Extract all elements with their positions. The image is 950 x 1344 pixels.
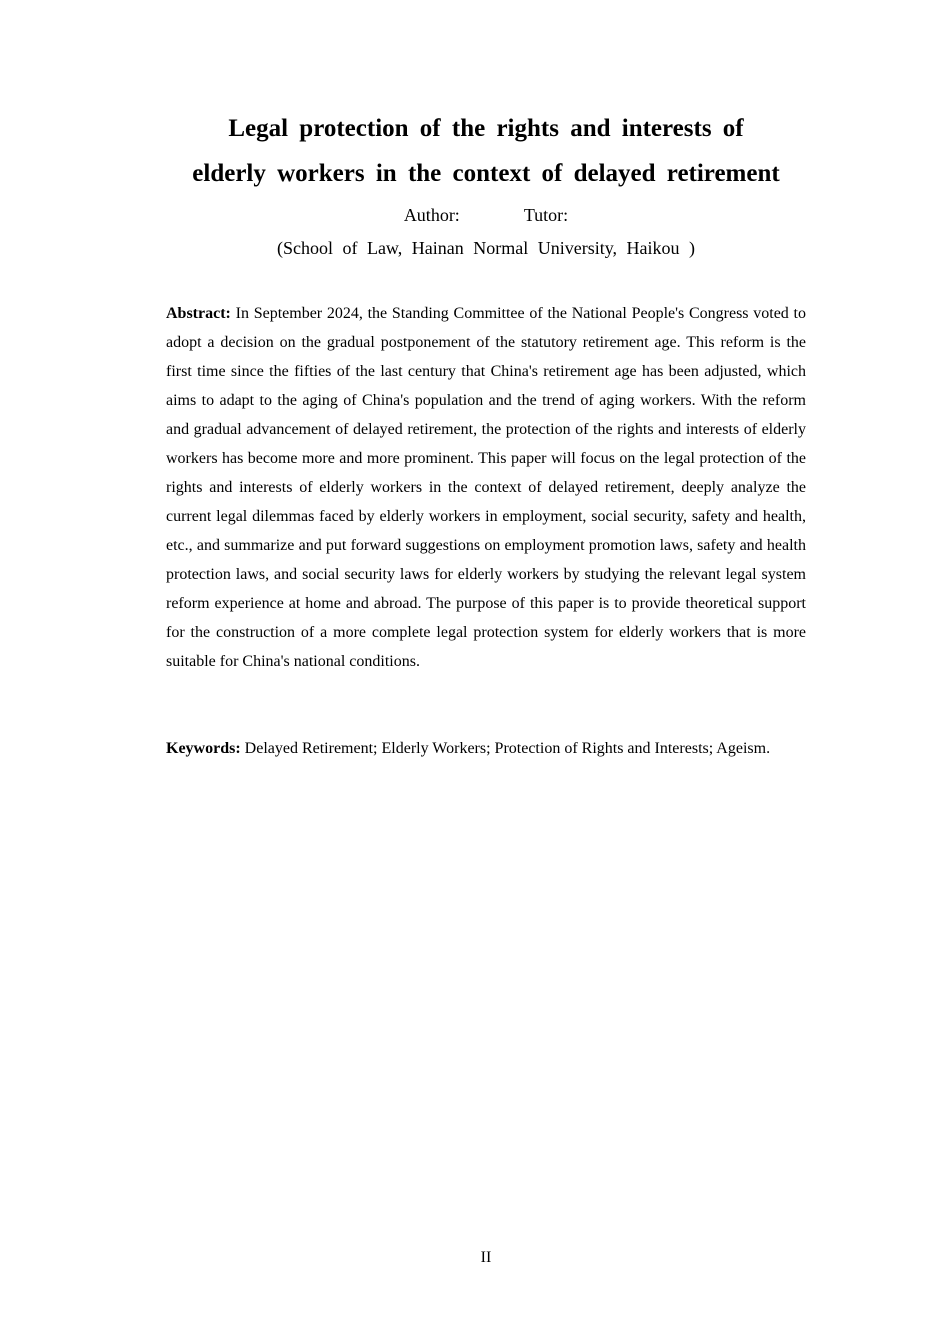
paper-title-line-1: Legal protection of the rights and interests of: [228, 115, 744, 142]
author-label: Author:: [403, 205, 460, 225]
author-tutor-line: [140, 203, 832, 227]
keywords-paragraph: [166, 734, 806, 763]
abstract-paragraph: [166, 299, 806, 676]
page-number: II: [480, 1249, 492, 1266]
keywords-label: Keywords:: [166, 740, 241, 757]
abstract-label: Abstract:: [166, 305, 231, 322]
keywords-text: Delayed Retirement; Elderly Workers; Protection of Rights and Interests; Ageism.: [244, 740, 771, 757]
paper-title-line-2: elderly workers in the context of delayed retirement: [192, 160, 780, 187]
affiliation: (School of Law, Hainan Normal University, Haikou ): [276, 238, 696, 258]
tutor-label: Tutor:: [523, 205, 569, 225]
abstract-text: In September 2024, the Standing Committee of the National People's Congress voted to adopt a decision on the gradual postponement of the statutory retirement age. This reform is the first time since the fifties of the last century that China's retirement age has been adjusted, which aims to adapt to the aging of China's population and the trend of aging workers. With the reform and gradual advancement of delayed retirement, the protection of the rights and interests of elderly workers has become more and more prominent. This paper will focus on the legal protection of the rights and interests of elderly workers in the context of delayed retirement, deeply analyze the current legal dilemmas faced by elderly workers in employment, social security, safety and health, etc., and summarize and put forward suggestions on employment promotion laws, safety and health protection laws, and social security laws for elderly workers by studying the relevant legal system reform experience at home and abroad. The purpose of this paper is to provide theoretical support for the construction of a more complete legal protection system for elderly workers that is more suitable for China's national conditions.: [166, 305, 806, 670]
